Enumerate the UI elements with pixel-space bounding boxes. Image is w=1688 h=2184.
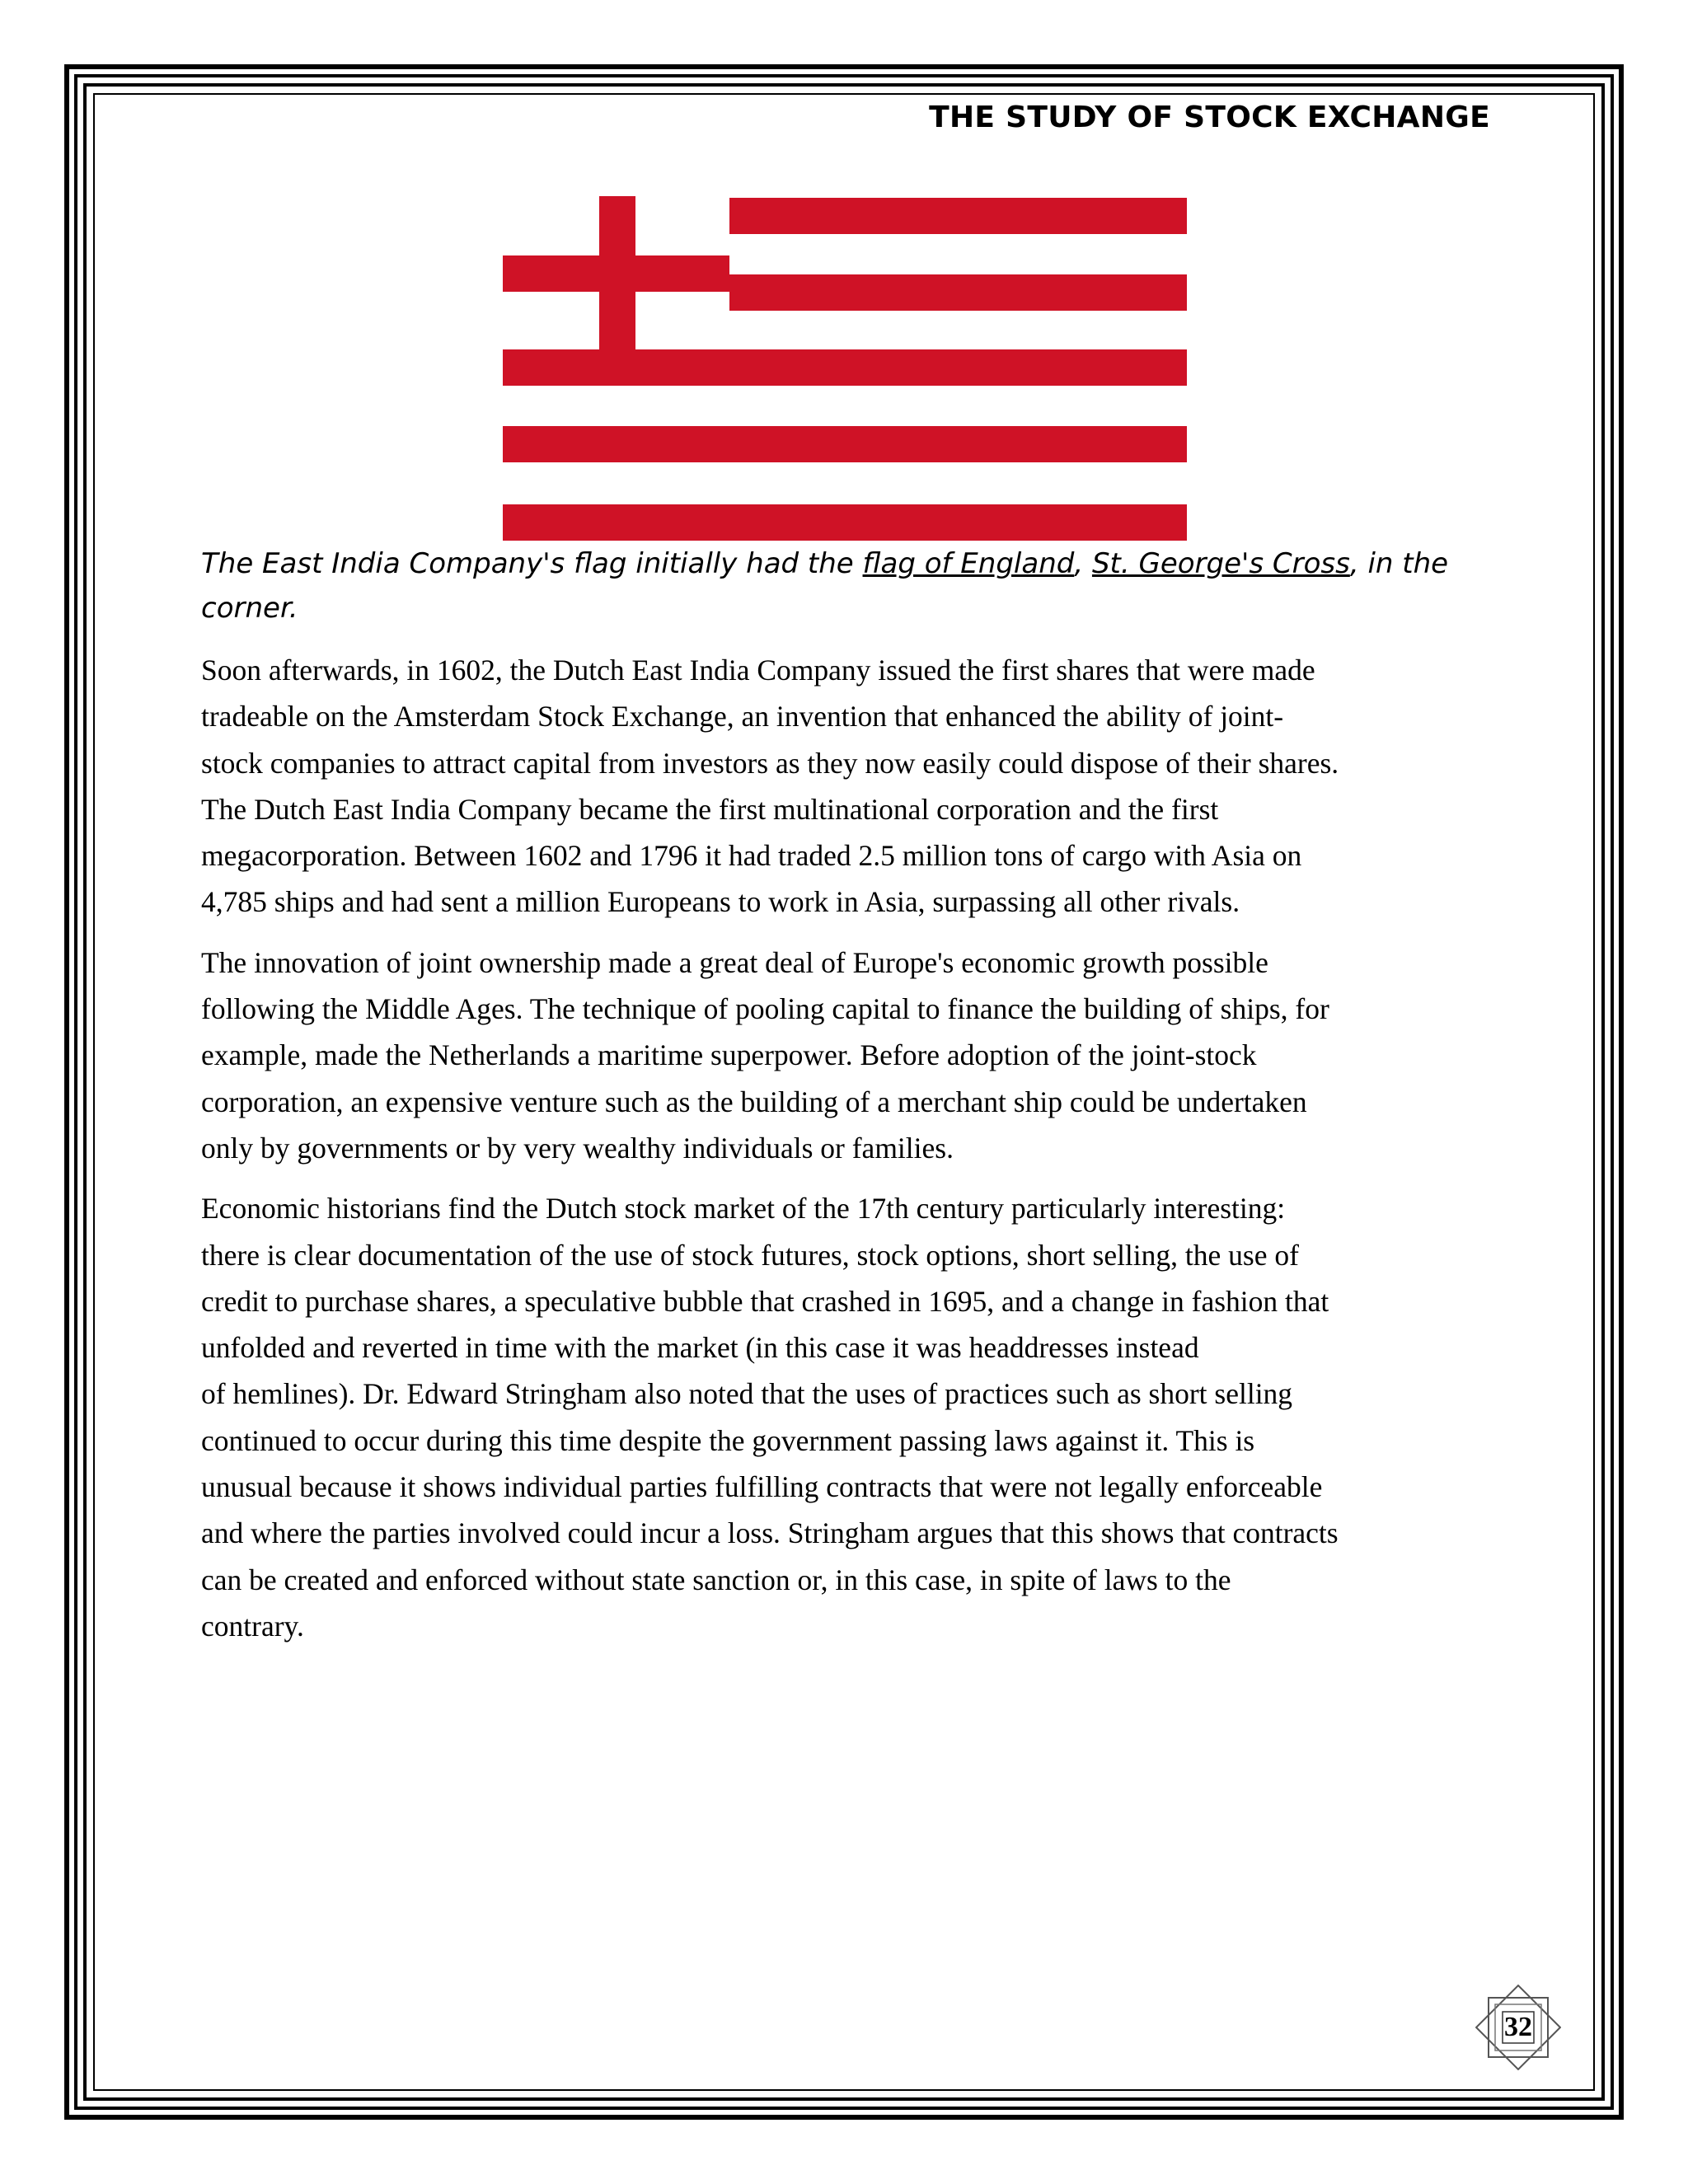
caption-text: The East India Company's flag initially had the — [201, 547, 863, 580]
caption-separator: , — [1074, 547, 1092, 580]
paragraph-joint-ownership — [201, 940, 1495, 1171]
body-text — [201, 647, 1495, 1663]
text-line: following the Middle Ages. The technique of pooling capital to finance the building of ships, for — [201, 992, 1329, 1026]
text-line: of hemlines). Dr. Edward Stringham also noted that the uses of practices such as short selling — [201, 1377, 1293, 1411]
text-line: and where the parties involved could incur a loss. Stringham argues that this shows that contracts — [201, 1516, 1339, 1550]
text-line: continued to occur during this time despite the government passing laws against it. This is — [201, 1423, 1255, 1457]
paragraph-dutch-east-india — [201, 647, 1495, 926]
text-line: example, made the Netherlands a maritime superpower. Before adoption of the joint-stock — [201, 1038, 1257, 1072]
text-line: can be created and enforced without state sanction or, in this case, in spite of laws to the — [201, 1563, 1231, 1596]
text-line: tradeable on the Amsterdam Stock Exchange, an invention that enhanced the ability of joint- — [201, 700, 1284, 733]
text-line: credit to purchase shares, a speculative bubble that crashed in 1695, and a change in fashion that — [201, 1284, 1329, 1318]
st-georges-cross-link[interactable]: St. George's Cross — [1091, 547, 1350, 580]
text-line: there is clear documentation of the use of stock futures, stock options, short selling, the use of — [201, 1238, 1299, 1272]
paragraph-economic-historians — [201, 1185, 1495, 1649]
east-india-company-flag-icon — [503, 196, 1187, 542]
caption-text-line-2: corner. — [201, 592, 298, 625]
text-line: 4,785 ships and had sent a million Europeans to work in Asia, surpassing all other rivals. — [201, 885, 1240, 919]
text-line: corporation, an expensive venture such as the building of a merchant ship could be undertaken — [201, 1085, 1307, 1118]
text-line: Soon afterwards, in 1602, the Dutch East India Company issued the first shares that were made — [201, 654, 1315, 687]
caption-text-end: , in the — [1349, 547, 1449, 580]
figure-caption — [201, 541, 1495, 630]
text-line: stock companies to attract capital from investors as they now easily could dispose of their shares. — [201, 746, 1339, 780]
page-number: 32 — [1504, 2012, 1532, 2042]
text-line: Economic historians find the Dutch stock market of the 17th century particularly interesting: — [201, 1192, 1286, 1226]
text-line: unusual because it shows individual parties fulfilling contracts that were not legally enforceable — [201, 1470, 1323, 1504]
text-line: unfolded and reverted in time with the market (in this case it was headdresses instead — [201, 1331, 1199, 1365]
text-line: The Dutch East India Company became the first multinational corporation and the first — [201, 792, 1219, 826]
text-line: The innovation of joint ownership made a great deal of Europe's economic growth possible — [201, 945, 1268, 979]
text-line: contrary. — [201, 1609, 304, 1643]
flag-of-england-link[interactable]: flag of England — [862, 547, 1075, 580]
page-header-title: THE STUDY OF STOCK EXCHANGE — [929, 101, 1490, 134]
text-line: only by governments or by very wealthy individuals or families. — [201, 1131, 954, 1165]
text-line: megacorporation. Between 1602 and 1796 it had traded 2.5 million tons of cargo with Asia on — [201, 839, 1302, 873]
